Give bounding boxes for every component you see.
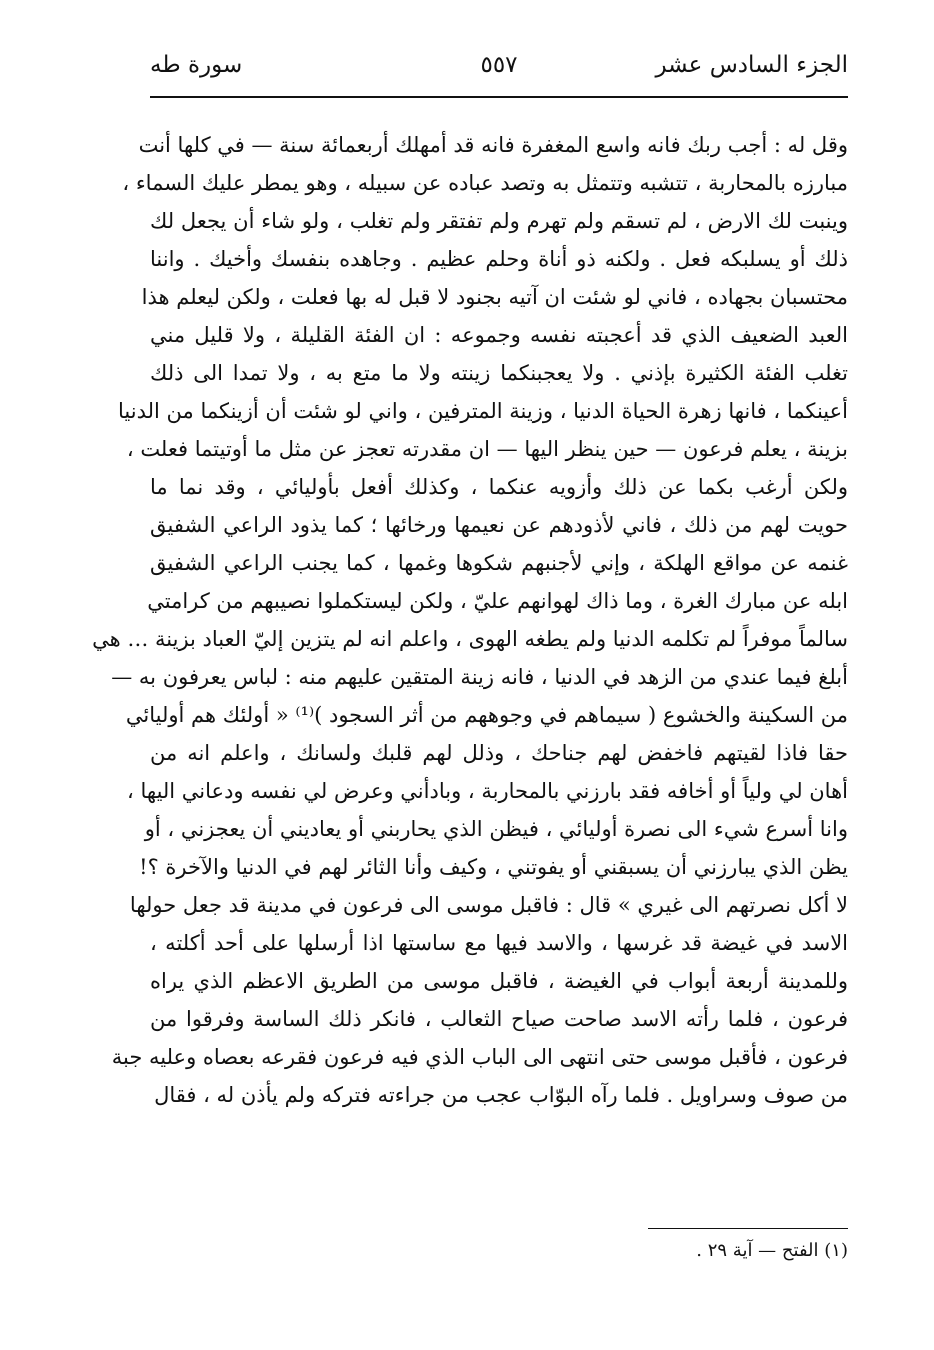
body-text	[92, 126, 848, 1114]
text-line: ولكن أرغب بكما عن ذلك وأزويه عنكما ، وكذلك أفعل بأوليائي ، وقد نما ما	[150, 475, 848, 499]
text-line: محتسبان بجهاده ، فاني لو شئت ان آتيه بجنود لا قبل له بها فعلت ، ولكن ليعلم هذا	[141, 285, 848, 309]
text-line: لا أكل نصرتهم الى غيري » قال : فاقبل موسى الى فرعون في مدينة قد جعل حولها	[129, 893, 848, 917]
text-line: فرعون ، فلما رأته الاسد صاحت صياح الثعالب ، فانكر ذلك الساسة وفرقوا من	[150, 1007, 848, 1031]
text-line: سالماً موفراً لم تكلمه الدنيا ولم يطغه الهوى ، واعلم انه لم يتزين إليّ العباد بزينة … هي	[92, 627, 848, 651]
text-line: العبد الضعيف الذي قد أعجبته نفسه وجموعه : ان الفئة القليلة ، ولا قليل مني	[150, 323, 848, 347]
surah-title: سورة طه	[150, 52, 243, 78]
footnote: (١) الفتح — آية ٢٩ .	[696, 1240, 848, 1261]
header-rule	[150, 96, 848, 98]
page-number: ٥٥٧	[480, 52, 518, 78]
text-line: مبارزه بالمحاربة ، تتشبه وتتمثل به وتصد عباده عن سبيله ، وهو يمطر عليك السماء ،	[122, 171, 848, 195]
text-line: من السكينة والخشوع ( سيماهم في وجوههم من أثر السجود )⁽¹⁾ « أولئك هم أوليائي	[125, 703, 848, 727]
text-line: غنمه عن مواقع الهلكة ، وإني لأجنبهم شكوها وغمها ، كما يجنب الراعي الشفيق	[150, 551, 848, 575]
text-line: حويت لهم من ذلك ، فاني لأذودهم عن نعيمها ورخائها ؛ كما يذود الراعي الشفيق	[150, 513, 848, 537]
text-line: وينبت لك الارض ، لم تسقم ولم تهرم ولم تفتقر ولم تغلب ، ولو شاء أن يجعل لك	[150, 209, 848, 233]
text-line: ذلك أو يسلبكه فعل . ولكنه ذو أناة وحلم عظيم . وجاهده بنفسك وأخيك . واننا	[150, 247, 848, 271]
text-line: وانا أسرع شيء الى نصرة أوليائي ، فيظن الذي يحاربني أو يعاديني أن يعجزني ، أو	[144, 817, 848, 841]
text-line: أعينكما ، فانها زهرة الحياة الدنيا ، وزينة المترفين ، واني لو شئت أن أزينكما من الدنيا	[118, 399, 848, 423]
text-line: وللمدينة أربعة أبواب في الغيضة ، فاقبل موسى من الطريق الاعظم الذي يراه	[150, 969, 848, 993]
text-line: حقا فاذا لقيتهم فاخفض لهم جناحك ، وذلل لهم قلبك ولسانك ، واعلم انه من	[150, 741, 848, 765]
part-title: الجزء السادس عشر	[655, 52, 848, 78]
text-line: من صوف وسراويل . فلما رآه البوّاب عجب من جراءته فتركه ولم يأذن له ، فقال	[154, 1083, 848, 1107]
text-line: وقل له : أجب ربك فانه واسع المغفرة فانه قد أمهلك أربعمائة سنة — في كلها أنت	[138, 133, 848, 157]
text-line: تغلب الفئة الكثيرة بإذني . ولا يعجبنكما زينته ولا ما متع به ، ولا تمدا الى ذلك	[150, 361, 848, 385]
text-line: بزينة ، يعلم فرعون — حين ينظر اليها — ان مقدرته تعجز عن مثل ما أوتيتما فعلت ،	[126, 437, 848, 461]
footnote-rule	[648, 1228, 848, 1229]
text-line: الاسد في غيضة قد غرسها ، والاسد فيها مع ساستها اذا أرسلها على أحد أكلته ،	[150, 931, 848, 955]
text-line: فرعون ، فأقبل موسى حتى انتهى الى الباب الذي فيه فرعون فقرعه بعصاه وعليه جبة	[111, 1045, 848, 1069]
text-line: أهان لي ولياً أو أخافه فقد بارزني بالمحاربة ، وبادأني وعرض لي نفسه ودعاني اليها ،	[127, 779, 848, 803]
page-header	[150, 52, 848, 92]
text-line: ابله عن مبارك الغرة ، وما ذاك لهوانهم عليّ ، ولكن ليستكملوا نصيبهم من كرامتي	[147, 589, 848, 613]
text-line: أبلغ فيما عندي من الزهد في الدنيا ، فانه زينة المتقين عليهم منه : لباس يعرفون به —	[111, 665, 848, 689]
text-line: يظن الذي يبارزني أن يسبقني أو يفوتني ، وكيف وأنا الثائر لهم في الدنيا والآخرة ؟!	[139, 855, 848, 879]
